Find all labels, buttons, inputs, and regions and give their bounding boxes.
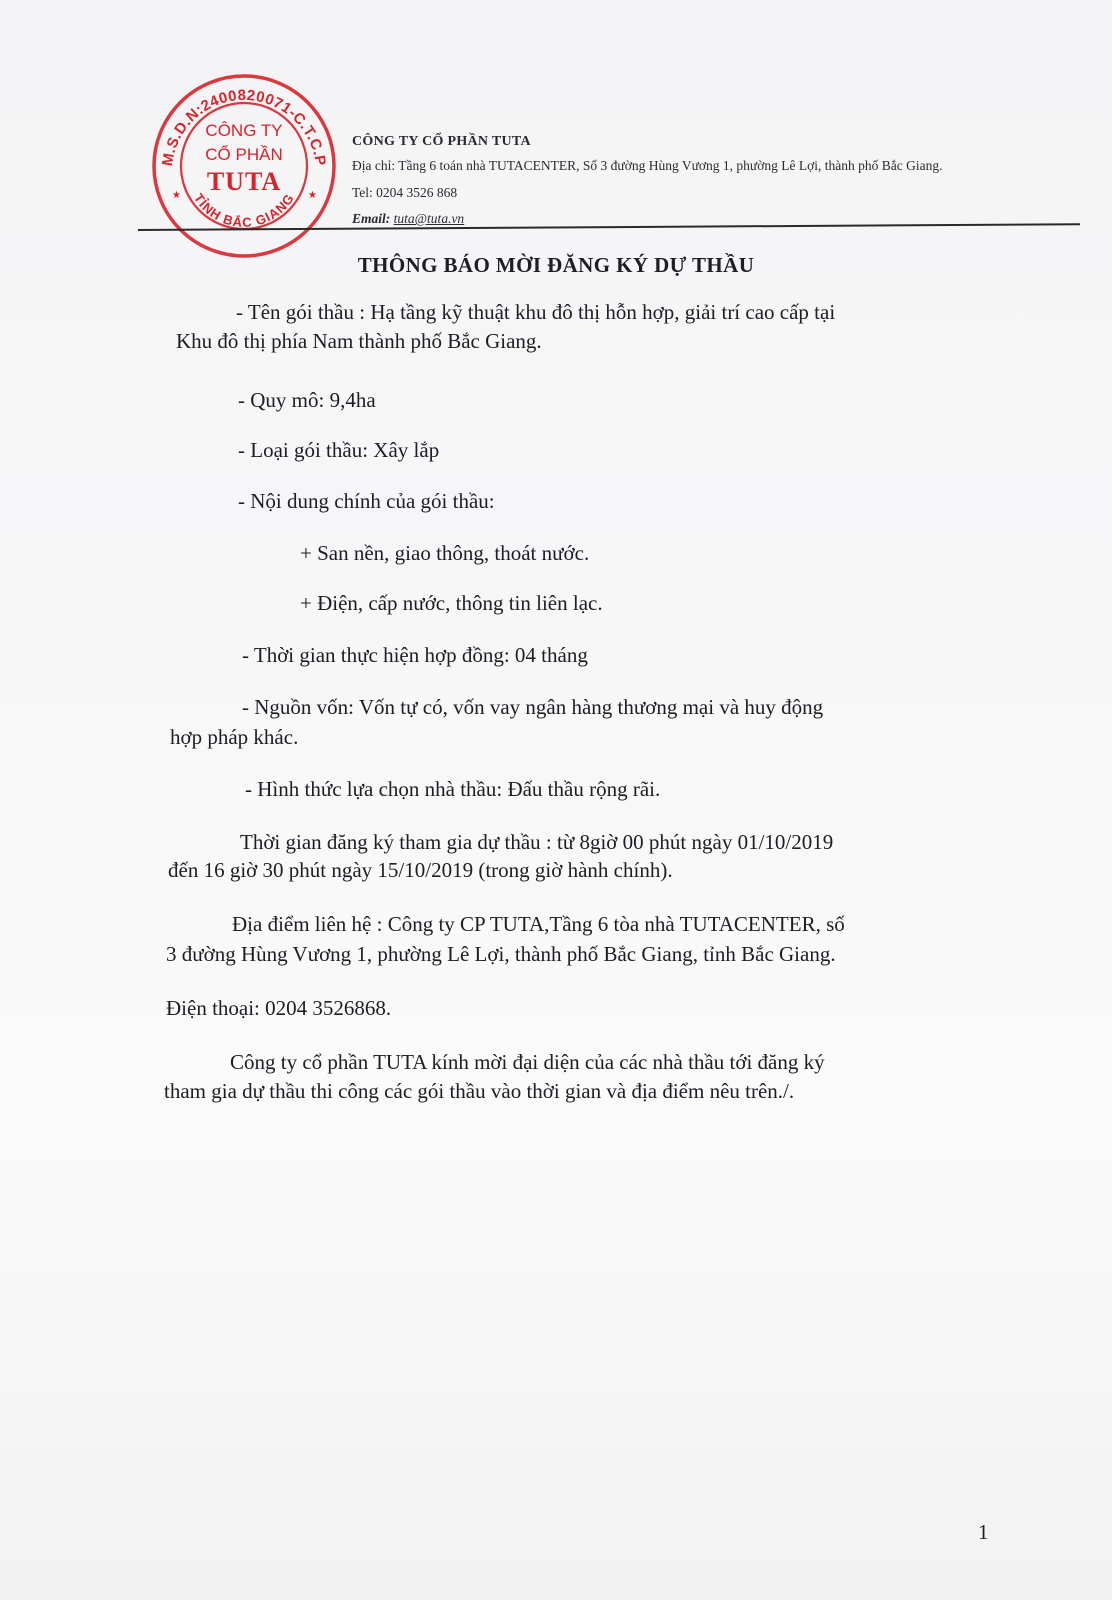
- seal-ring-text: M.S.D.N:2400820071-C.T.C.P: [159, 86, 329, 168]
- content-item-1: + San nền, giao thông, thoát nước.: [300, 541, 590, 565]
- svg-text:TỈNH BẮC GIANG: [191, 191, 297, 230]
- selection-line: - Hình thức lựa chọn nhà thầu: Đấu thầu rộng rãi.: [245, 777, 661, 801]
- content-heading: - Nội dung chính của gói thầu:: [238, 489, 495, 513]
- letterhead-tel: Tel: 0204 3526 868: [352, 185, 458, 200]
- email-label: Email:: [352, 211, 391, 226]
- letterhead-address: Địa chỉ: Tầng 6 toán nhà TUTACENTER, Số 3 đường Hùng Vương 1, phường Lê Lợi, thành phố Bắc Giang.: [352, 158, 943, 173]
- content-item-2: + Điện, cấp nước, thông tin liên lạc.: [300, 591, 603, 615]
- seal-bottom-text: TỈNH BẮC GIANG: [190, 190, 298, 231]
- package-name-line-2: Khu đô thị phía Nam thành phố Bắc Giang.: [176, 329, 542, 353]
- document-title: THÔNG BÁO MỜI ĐĂNG KÝ DỰ THẦU: [357, 253, 755, 277]
- scale-line: - Quy mô: 9,4ha: [238, 388, 376, 412]
- seal-inner-line-2: CỔ PHẦN: [205, 145, 283, 164]
- location-line-1: Địa điểm liên hệ : Công ty CP TUTA,Tầng 6 tòa nhà TUTACENTER, số: [232, 912, 845, 936]
- package-name-line-1: - Tên gói thầu : Hạ tầng kỹ thuật khu đô thị hỗn hợp, giải trí cao cấp tại: [236, 300, 836, 324]
- letterhead-email: [352, 211, 464, 227]
- seal-inner-line-3: TUTA: [206, 167, 282, 196]
- invitation-line-2: tham gia dự thầu thi công các gói thầu vào thời gian và địa điểm nêu trên./.: [164, 1079, 795, 1103]
- funding-line-1: - Nguồn vốn: Vốn tự có, vốn vay ngân hàng thương mại và huy động: [242, 695, 824, 719]
- location-line-2: 3 đường Hùng Vương 1, phường Lê Lợi, thành phố Bắc Giang, tỉnh Bắc Giang.: [166, 942, 836, 966]
- seal-inner-line-1: CÔNG TY: [205, 121, 283, 140]
- letterhead-company: CÔNG TY CỔ PHẦN TUTA: [352, 134, 531, 149]
- email-link[interactable]: tuta@tuta.vn: [393, 211, 465, 226]
- registration-line-1: Thời gian đăng ký tham gia dự thầu : từ 8giờ 00 phút ngày 01/10/2019: [240, 830, 834, 854]
- registration-line-2: đến 16 giờ 30 phút ngày 15/10/2019 (trong giờ hành chính).: [168, 858, 673, 882]
- page-number: 1: [978, 1520, 989, 1544]
- company-seal-stamp: [150, 72, 338, 260]
- seal-star-left-icon: ★: [172, 190, 181, 201]
- type-line: - Loại gói thầu: Xây lắp: [238, 438, 440, 462]
- funding-line-2: hợp pháp khác.: [170, 725, 299, 749]
- phone-line: Điện thoại: 0204 3526868.: [166, 996, 392, 1020]
- invitation-line-1: Công ty cổ phần TUTA kính mời đại diện của các nhà thầu tới đăng ký: [230, 1050, 825, 1074]
- duration-line: - Thời gian thực hiện hợp đồng: 04 tháng: [242, 643, 588, 667]
- seal-star-right-icon: ★: [308, 190, 317, 201]
